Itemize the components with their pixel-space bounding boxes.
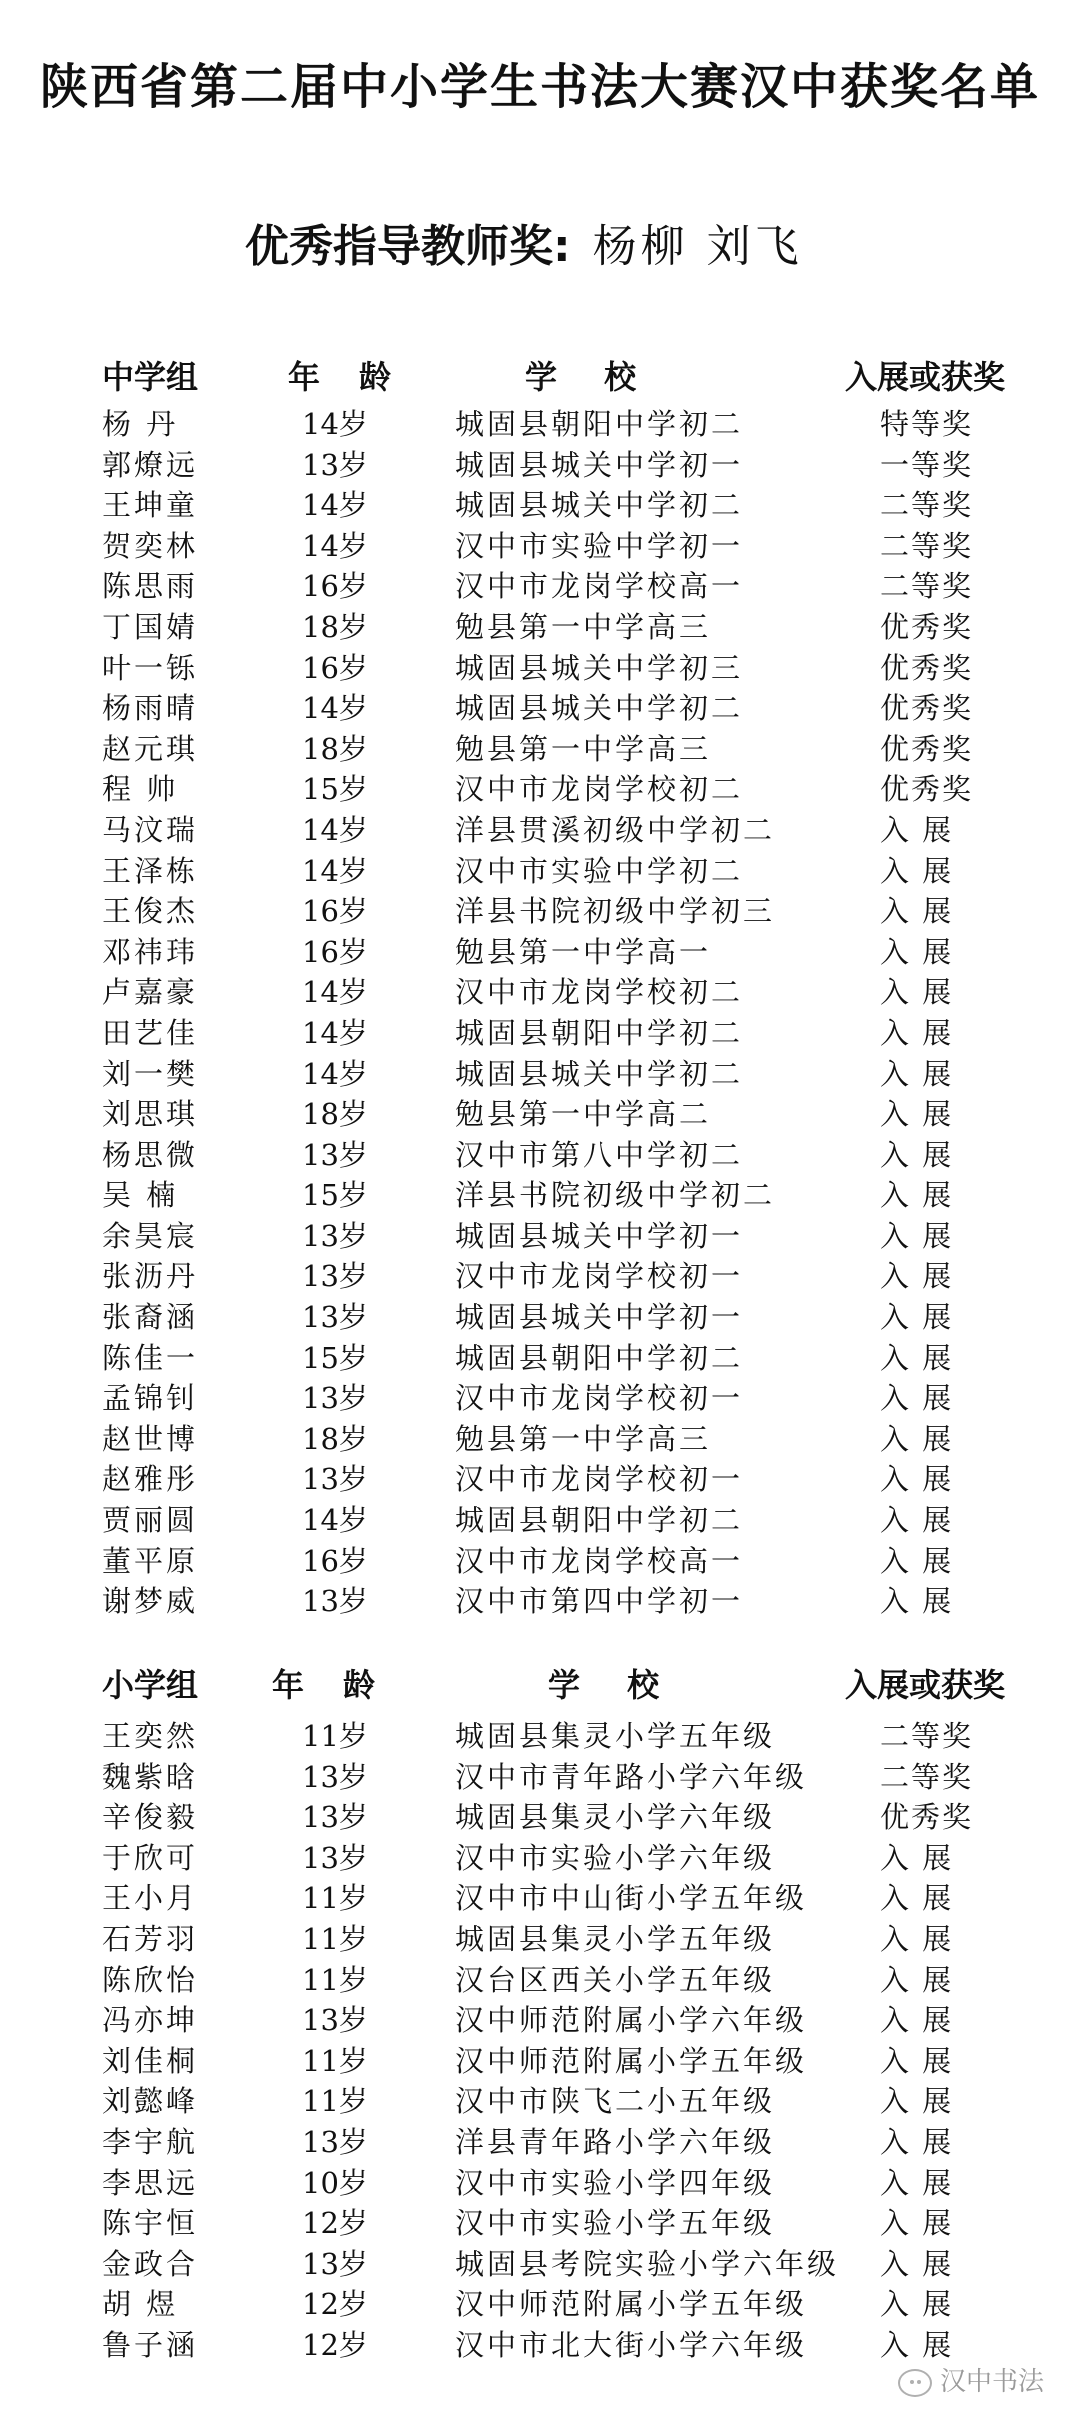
student-age: 15岁 bbox=[302, 772, 368, 807]
table-row bbox=[0, 648, 1080, 689]
student-award: 入 展 bbox=[880, 2165, 954, 2200]
student-award: 特等奖 bbox=[880, 407, 974, 441]
table-row bbox=[0, 1175, 1080, 1216]
student-school: 城固县朝阳中学初二 bbox=[455, 1503, 744, 1538]
table-row bbox=[0, 1419, 1080, 1460]
student-name: 冯亦坤 bbox=[102, 2003, 199, 2038]
student-name: 孟锦钊 bbox=[102, 1381, 199, 1416]
table-row bbox=[0, 2284, 1080, 2325]
student-name: 马汶瑞 bbox=[102, 812, 199, 847]
student-award: 优秀奖 bbox=[880, 1800, 974, 1835]
student-name: 陈思雨 bbox=[102, 569, 199, 604]
table-row bbox=[0, 769, 1080, 810]
student-school: 汉中市实验小学六年级 bbox=[455, 1840, 776, 1875]
student-school: 汉中市中山街小学五年级 bbox=[455, 1881, 808, 1916]
student-name: 杨思微 bbox=[102, 1137, 199, 1172]
student-award: 入 展 bbox=[880, 2003, 954, 2038]
student-school: 城固县朝阳中学初二 bbox=[455, 1340, 744, 1375]
table-row bbox=[0, 688, 1080, 729]
student-age: 13岁 bbox=[302, 1137, 368, 1172]
teacher-award-names: 杨柳 刘飞 bbox=[592, 221, 803, 272]
table-row bbox=[0, 2244, 1080, 2285]
student-age: 11岁 bbox=[302, 1962, 368, 1997]
student-age: 18岁 bbox=[302, 1421, 368, 1456]
student-age: 11岁 bbox=[302, 1921, 368, 1956]
table-row bbox=[0, 2203, 1080, 2244]
student-school: 汉中市龙岗学校初二 bbox=[455, 975, 744, 1010]
table-row bbox=[0, 1297, 1080, 1338]
student-age: 14岁 bbox=[302, 812, 368, 847]
middle-age-header: 年 龄 bbox=[288, 358, 406, 396]
student-school: 汉中市龙岗学校初一 bbox=[455, 1259, 744, 1294]
student-age: 14岁 bbox=[302, 1056, 368, 1091]
student-name: 邓祎玮 bbox=[102, 934, 199, 969]
student-school: 勉县第一中学高三 bbox=[455, 609, 712, 644]
student-school: 洋县书院初级中学初三 bbox=[455, 894, 776, 929]
student-school: 汉中市龙岗学校高一 bbox=[455, 569, 744, 604]
student-award: 二等奖 bbox=[880, 1719, 974, 1753]
student-award: 入 展 bbox=[880, 1259, 954, 1294]
table-row bbox=[0, 2000, 1080, 2041]
student-award: 入 展 bbox=[880, 2124, 954, 2159]
student-school: 勉县第一中学高一 bbox=[455, 934, 712, 969]
student-name: 谢梦威 bbox=[102, 1584, 199, 1619]
table-row bbox=[0, 1256, 1080, 1297]
student-school: 汉中师范附属小学五年级 bbox=[455, 2043, 808, 2078]
student-age: 12岁 bbox=[302, 2287, 368, 2322]
table-row bbox=[0, 1960, 1080, 2001]
student-age: 11岁 bbox=[302, 1719, 368, 1753]
student-award: 入 展 bbox=[880, 2084, 954, 2119]
student-name: 赵世博 bbox=[102, 1421, 199, 1456]
student-school: 城固县集灵小学五年级 bbox=[455, 1921, 776, 1956]
student-name: 杨雨晴 bbox=[102, 691, 199, 726]
student-name: 刘一樊 bbox=[102, 1056, 199, 1091]
student-name: 贺奕林 bbox=[102, 528, 199, 563]
student-name: 辛俊毅 bbox=[102, 1800, 199, 1835]
table-row bbox=[0, 1338, 1080, 1379]
student-school: 城固县朝阳中学初二 bbox=[455, 1015, 744, 1050]
student-award: 入 展 bbox=[880, 1097, 954, 1132]
student-name: 杨 丹 bbox=[102, 407, 179, 441]
student-age: 18岁 bbox=[302, 731, 368, 766]
table-row bbox=[0, 1094, 1080, 1135]
table-row bbox=[0, 810, 1080, 851]
table-row bbox=[0, 485, 1080, 526]
student-school: 城固县城关中学初一 bbox=[455, 1218, 744, 1253]
student-award: 入 展 bbox=[880, 2327, 954, 2362]
student-age: 12岁 bbox=[302, 2206, 368, 2241]
student-name: 王奕然 bbox=[102, 1719, 199, 1753]
student-age: 16岁 bbox=[302, 1543, 368, 1578]
student-award: 入 展 bbox=[880, 2246, 954, 2281]
teacher-award bbox=[245, 210, 803, 274]
teacher-award-label: 优秀指导教师奖: bbox=[245, 221, 571, 272]
student-age: 18岁 bbox=[302, 609, 368, 644]
table-row bbox=[0, 1878, 1080, 1919]
student-school: 城固县朝阳中学初二 bbox=[455, 407, 744, 441]
student-award: 二等奖 bbox=[880, 488, 974, 523]
student-award: 入 展 bbox=[880, 1881, 954, 1916]
student-award: 入 展 bbox=[880, 1543, 954, 1578]
student-name: 于欣可 bbox=[102, 1840, 199, 1875]
table-row bbox=[0, 1054, 1080, 1095]
table-row bbox=[0, 2041, 1080, 2082]
student-name: 张沥丹 bbox=[102, 1259, 199, 1294]
student-age: 14岁 bbox=[302, 1015, 368, 1050]
student-age: 14岁 bbox=[302, 853, 368, 888]
student-name: 丁国婧 bbox=[102, 609, 199, 644]
student-school: 汉中市龙岗学校高一 bbox=[455, 1543, 744, 1578]
student-award: 入 展 bbox=[880, 1300, 954, 1335]
student-age: 13岁 bbox=[302, 1800, 368, 1835]
student-school: 洋县贯溪初级中学初二 bbox=[455, 812, 776, 847]
watermark-text: 汉中书法 bbox=[939, 2367, 1044, 2397]
student-award: 优秀奖 bbox=[880, 609, 974, 644]
middle-school-list bbox=[0, 404, 1080, 1622]
student-award: 入 展 bbox=[880, 1503, 954, 1538]
table-row bbox=[0, 1500, 1080, 1541]
table-row bbox=[0, 566, 1080, 607]
student-name: 胡 煜 bbox=[102, 2287, 179, 2322]
student-age: 14岁 bbox=[302, 528, 368, 563]
student-school: 洋县书院初级中学初二 bbox=[455, 1178, 776, 1213]
student-name: 张裔涵 bbox=[102, 1300, 199, 1335]
student-name: 王坤童 bbox=[102, 488, 199, 523]
table-row bbox=[0, 1919, 1080, 1960]
student-age: 13岁 bbox=[302, 1300, 368, 1335]
student-school: 城固县城关中学初二 bbox=[455, 691, 744, 726]
student-name: 陈欣怡 bbox=[102, 1962, 199, 1997]
table-row bbox=[0, 1216, 1080, 1257]
student-name: 吴 楠 bbox=[102, 1178, 179, 1213]
student-school: 汉中师范附属小学五年级 bbox=[455, 2287, 808, 2322]
student-school: 汉中市实验中学初一 bbox=[455, 528, 744, 563]
student-school: 城固县集灵小学六年级 bbox=[455, 1800, 776, 1835]
table-row bbox=[0, 972, 1080, 1013]
table-row bbox=[0, 1378, 1080, 1419]
student-school: 汉中市龙岗学校初二 bbox=[455, 772, 744, 807]
student-name: 李思远 bbox=[102, 2165, 199, 2200]
student-award: 入 展 bbox=[880, 1462, 954, 1497]
student-award: 二等奖 bbox=[880, 528, 974, 563]
student-award: 入 展 bbox=[880, 2287, 954, 2322]
table-row bbox=[0, 526, 1080, 567]
student-age: 15岁 bbox=[302, 1178, 368, 1213]
student-award: 入 展 bbox=[880, 2043, 954, 2078]
student-name: 王俊杰 bbox=[102, 894, 199, 929]
student-name: 董平原 bbox=[102, 1543, 199, 1578]
table-row bbox=[0, 729, 1080, 770]
student-age: 14岁 bbox=[302, 691, 368, 726]
table-row bbox=[0, 1838, 1080, 1879]
student-award: 入 展 bbox=[880, 1056, 954, 1091]
primary-age-header: 年 龄 bbox=[272, 1666, 390, 1704]
primary-school-list bbox=[0, 1716, 1080, 2366]
student-name: 刘佳桐 bbox=[102, 2043, 199, 2078]
student-award: 优秀奖 bbox=[880, 731, 974, 766]
table-row bbox=[0, 932, 1080, 973]
student-school: 汉中市实验中学初二 bbox=[455, 853, 744, 888]
middle-award-header: 入展或获奖 bbox=[845, 358, 1006, 396]
student-age: 14岁 bbox=[302, 975, 368, 1010]
student-name: 郭燎远 bbox=[102, 447, 199, 482]
student-award: 优秀奖 bbox=[880, 772, 974, 807]
student-name: 程 帅 bbox=[102, 772, 179, 807]
table-row bbox=[0, 2122, 1080, 2163]
student-age: 16岁 bbox=[302, 894, 368, 929]
middle-school-header: 学 校 bbox=[525, 358, 655, 396]
watermark bbox=[898, 2361, 1044, 2398]
student-name: 刘思琪 bbox=[102, 1097, 199, 1132]
table-row bbox=[0, 2163, 1080, 2204]
table-row bbox=[0, 1135, 1080, 1176]
student-school: 城固县考院实验小学六年级 bbox=[455, 2246, 840, 2281]
table-row bbox=[0, 1757, 1080, 1798]
student-age: 13岁 bbox=[302, 1259, 368, 1294]
student-school: 汉中市实验小学五年级 bbox=[455, 2206, 776, 2241]
student-school: 汉中市第八中学初二 bbox=[455, 1137, 744, 1172]
student-age: 15岁 bbox=[302, 1340, 368, 1375]
student-age: 13岁 bbox=[302, 2124, 368, 2159]
student-award: 二等奖 bbox=[880, 1759, 974, 1794]
student-age: 13岁 bbox=[302, 2003, 368, 2038]
student-name: 李宇航 bbox=[102, 2124, 199, 2159]
student-age: 13岁 bbox=[302, 1381, 368, 1416]
table-row bbox=[0, 1541, 1080, 1582]
student-age: 13岁 bbox=[302, 1840, 368, 1875]
student-school: 汉中市陕飞二小五年级 bbox=[455, 2084, 776, 2119]
student-age: 13岁 bbox=[302, 2246, 368, 2281]
student-name: 王小月 bbox=[102, 1881, 199, 1916]
table-row bbox=[0, 2081, 1080, 2122]
student-age: 11岁 bbox=[302, 2084, 368, 2119]
table-row bbox=[0, 404, 1080, 445]
student-award: 入 展 bbox=[880, 812, 954, 847]
student-name: 王泽栋 bbox=[102, 853, 199, 888]
student-age: 12岁 bbox=[302, 2327, 368, 2362]
table-row bbox=[0, 607, 1080, 648]
student-age: 14岁 bbox=[302, 488, 368, 523]
table-row bbox=[0, 1716, 1080, 1757]
student-award: 入 展 bbox=[880, 1921, 954, 1956]
student-award: 入 展 bbox=[880, 2206, 954, 2241]
student-award: 入 展 bbox=[880, 1962, 954, 1997]
student-name: 卢嘉豪 bbox=[102, 975, 199, 1010]
student-award: 入 展 bbox=[880, 1381, 954, 1416]
student-name: 刘懿峰 bbox=[102, 2084, 199, 2119]
student-name: 叶一铄 bbox=[102, 650, 199, 685]
student-award: 入 展 bbox=[880, 1840, 954, 1875]
student-age: 13岁 bbox=[302, 1584, 368, 1619]
primary-award-header: 入展或获奖 bbox=[845, 1666, 1006, 1704]
student-school: 城固县城关中学初三 bbox=[455, 650, 744, 685]
student-award: 入 展 bbox=[880, 1340, 954, 1375]
student-school: 城固县集灵小学五年级 bbox=[455, 1719, 776, 1753]
student-name: 贾丽圆 bbox=[102, 1503, 199, 1538]
table-row bbox=[0, 1581, 1080, 1622]
table-row bbox=[0, 1459, 1080, 1500]
table-row bbox=[0, 851, 1080, 892]
student-school: 城固县城关中学初一 bbox=[455, 447, 744, 482]
student-age: 16岁 bbox=[302, 650, 368, 685]
student-award: 优秀奖 bbox=[880, 650, 974, 685]
student-school: 城固县城关中学初二 bbox=[455, 1056, 744, 1091]
student-name: 赵雅彤 bbox=[102, 1462, 199, 1497]
student-award: 入 展 bbox=[880, 894, 954, 929]
student-award: 入 展 bbox=[880, 1137, 954, 1172]
middle-group-header: 中学组 bbox=[102, 358, 199, 396]
student-award: 一等奖 bbox=[880, 447, 974, 482]
primary-school-header: 学 校 bbox=[548, 1666, 678, 1704]
student-school: 勉县第一中学高三 bbox=[455, 731, 712, 766]
student-name: 陈宇恒 bbox=[102, 2206, 199, 2241]
student-school: 汉中师范附属小学六年级 bbox=[455, 2003, 808, 2038]
student-age: 11岁 bbox=[302, 2043, 368, 2078]
student-award: 入 展 bbox=[880, 1421, 954, 1456]
student-age: 13岁 bbox=[302, 1218, 368, 1253]
student-school: 汉中市龙岗学校初一 bbox=[455, 1381, 744, 1416]
student-award: 入 展 bbox=[880, 1015, 954, 1050]
student-school: 勉县第一中学高三 bbox=[455, 1421, 712, 1456]
student-name: 余昊宸 bbox=[102, 1218, 199, 1253]
student-school: 勉县第一中学高二 bbox=[455, 1097, 712, 1132]
student-age: 14岁 bbox=[302, 1503, 368, 1538]
student-school: 汉台区西关小学五年级 bbox=[455, 1962, 776, 1997]
wechat-icon bbox=[898, 2369, 932, 2397]
student-age: 14岁 bbox=[302, 407, 368, 441]
student-age: 13岁 bbox=[302, 447, 368, 482]
student-age: 13岁 bbox=[302, 1462, 368, 1497]
student-name: 魏紫晗 bbox=[102, 1759, 199, 1794]
table-row bbox=[0, 1797, 1080, 1838]
student-award: 二等奖 bbox=[880, 569, 974, 604]
student-award: 入 展 bbox=[880, 934, 954, 969]
table-row bbox=[0, 891, 1080, 932]
student-school: 汉中市第四中学初一 bbox=[455, 1584, 744, 1619]
student-school: 汉中市青年路小学六年级 bbox=[455, 1759, 808, 1794]
student-name: 陈佳一 bbox=[102, 1340, 199, 1375]
student-name: 石芳羽 bbox=[102, 1921, 199, 1956]
student-age: 13岁 bbox=[302, 1759, 368, 1794]
student-award: 入 展 bbox=[880, 1218, 954, 1253]
student-age: 10岁 bbox=[302, 2165, 368, 2200]
student-award: 入 展 bbox=[880, 1584, 954, 1619]
student-name: 金政合 bbox=[102, 2246, 199, 2281]
student-school: 汉中市龙岗学校初一 bbox=[455, 1462, 744, 1497]
student-award: 入 展 bbox=[880, 1178, 954, 1213]
student-age: 18岁 bbox=[302, 1097, 368, 1132]
student-name: 赵元琪 bbox=[102, 731, 199, 766]
student-age: 16岁 bbox=[302, 569, 368, 604]
table-row bbox=[0, 1013, 1080, 1054]
primary-group-header: 小学组 bbox=[102, 1666, 199, 1704]
student-age: 16岁 bbox=[302, 934, 368, 969]
student-school: 汉中市实验小学四年级 bbox=[455, 2165, 776, 2200]
student-name: 鲁子涵 bbox=[102, 2327, 199, 2362]
student-school: 城固县城关中学初二 bbox=[455, 488, 744, 523]
table-row bbox=[0, 2325, 1080, 2366]
table-row bbox=[0, 445, 1080, 486]
student-name: 田艺佳 bbox=[102, 1015, 199, 1050]
student-award: 入 展 bbox=[880, 975, 954, 1010]
page-title: 陕西省第二届中小学生书法大赛汉中获奖名单 bbox=[39, 59, 1040, 115]
student-award: 入 展 bbox=[880, 853, 954, 888]
student-age: 11岁 bbox=[302, 1881, 368, 1916]
student-school: 汉中市北大街小学六年级 bbox=[455, 2327, 808, 2362]
student-school: 城固县城关中学初一 bbox=[455, 1300, 744, 1335]
student-school: 洋县青年路小学六年级 bbox=[455, 2124, 776, 2159]
student-award: 优秀奖 bbox=[880, 691, 974, 726]
